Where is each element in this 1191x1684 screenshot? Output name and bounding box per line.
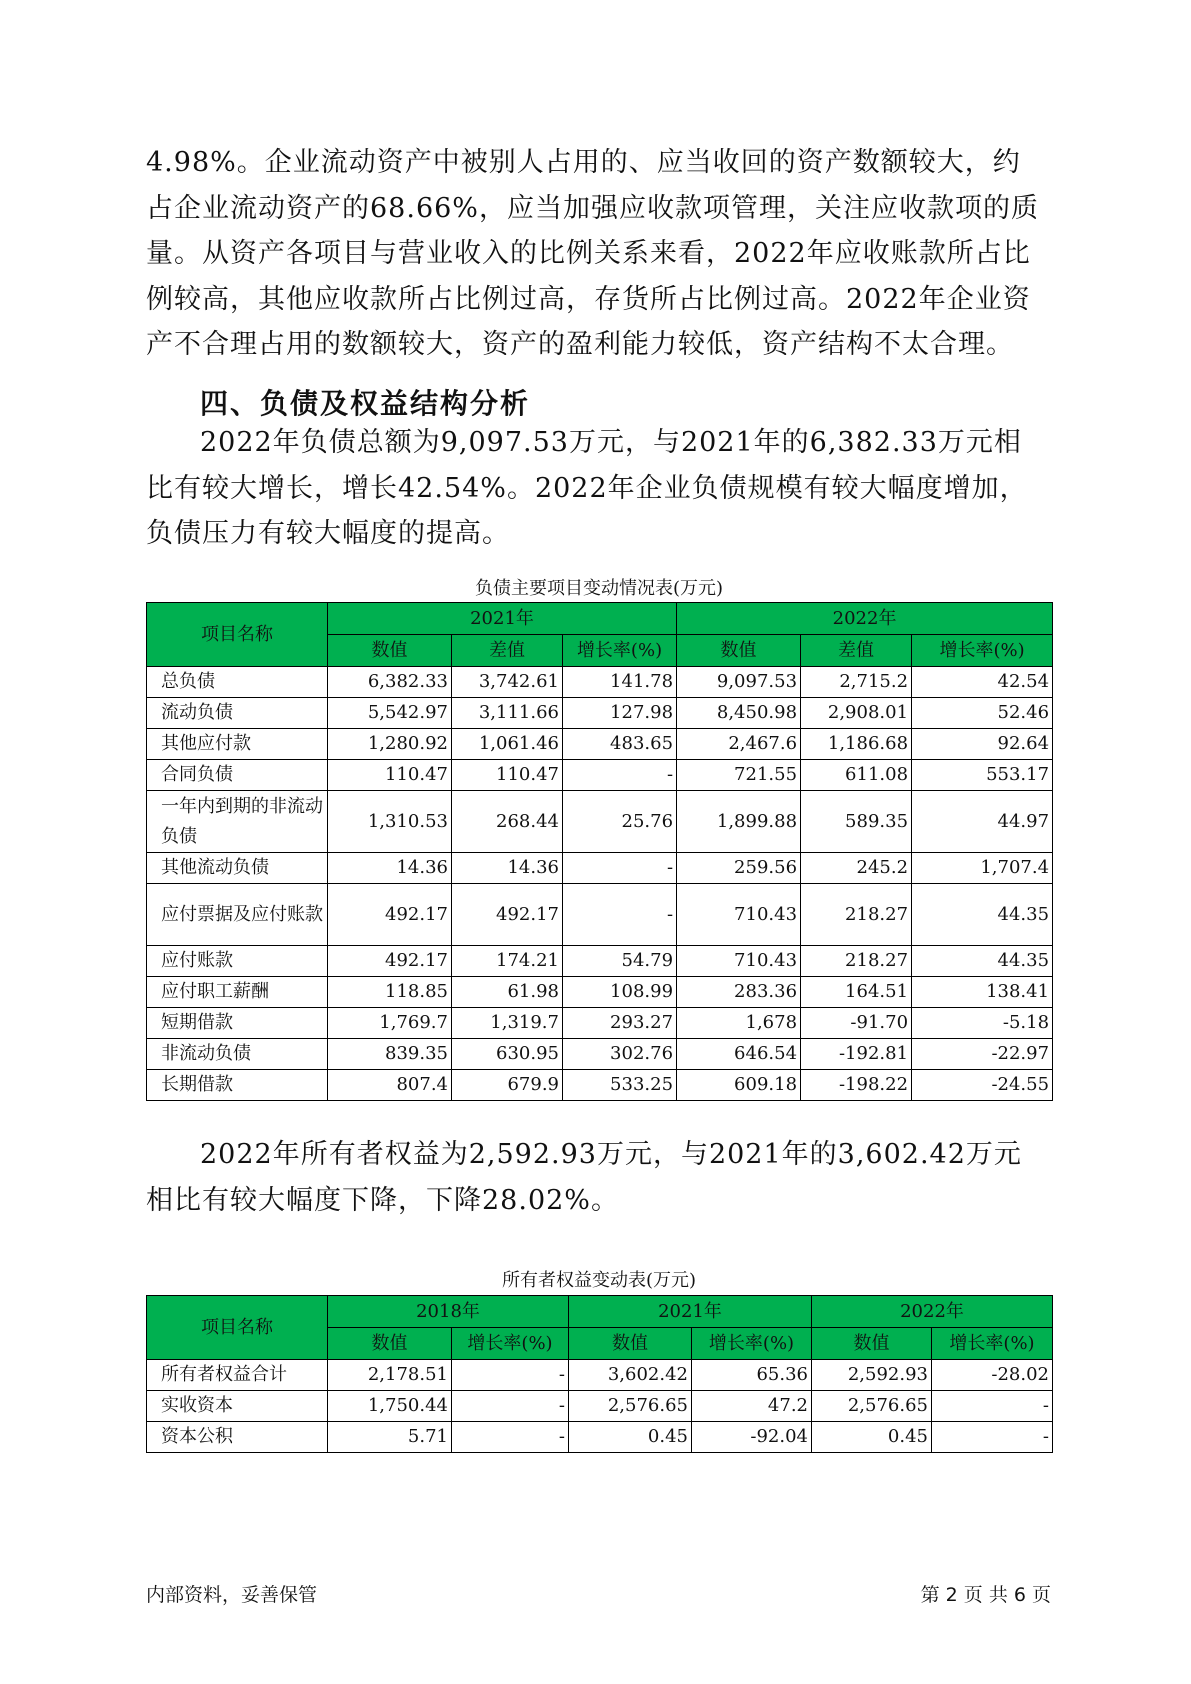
paragraph-liabilities-summary: 2022年负债总额为9,097.53万元，与2021年的6,382.33万元相比有较大增长，增长42.54%。2022年企业负债规模有较大幅度增加，负债压力有较大幅度的提高。 [146,427,1028,549]
table1-sub-header: 数值 [328,635,452,667]
table-cell: 245.2 [801,853,912,884]
table1-name-header: 项目名称 [147,603,328,667]
table-row [147,1391,1053,1422]
table-cell: 110.47 [328,760,452,791]
table-cell: 110.47 [452,760,563,791]
table-cell: 6,382.33 [328,667,452,698]
table-cell: 630.95 [452,1039,563,1070]
row-label: 流动负债 [147,698,328,729]
table-cell: 2,178.51 [328,1360,452,1391]
table-cell: - [452,1391,569,1422]
table-cell: 3,742.61 [452,667,563,698]
table-cell: 2,592.93 [812,1360,932,1391]
table-cell: 483.65 [563,729,677,760]
paragraph-asset-summary: 4.98%。企业流动资产中被别人占用的、应当收回的资产数额较大，约占企业流动资产的68.66%，应当加强应收款项管理，关注应收款项的质量。从资产各项目与营业收入的比例关系来看，2022年应收账款所占比例较高，其他应收款所占比例过高，存货所占比例过高。2022年企业资产不合理占用的数额较大，资产的盈利能力较低，资产结构不太合理。 [146,147,1039,360]
row-label: 所有者权益合计 [147,1360,328,1391]
table1-caption: 负债主要项目变动情况表(万元) [474,578,724,599]
table-cell: 1,319.7 [452,1008,563,1039]
table-row [147,884,1053,946]
table-cell: 553.17 [912,760,1053,791]
table-cell: 2,715.2 [801,667,912,698]
table-cell: - [563,760,677,791]
table-cell: - [452,1360,569,1391]
table2-sub-header: 增长率(%) [452,1328,569,1360]
row-label: 非流动负债 [147,1039,328,1070]
table-cell: 710.43 [677,946,801,977]
table-cell: 5.71 [328,1422,452,1453]
table2-sub-header: 数值 [569,1328,692,1360]
table-cell: 611.08 [801,760,912,791]
table-row [147,1070,1053,1101]
table-cell: 1,899.88 [677,791,801,853]
table-row [147,1008,1053,1039]
table1-sub-header: 增长率(%) [563,635,677,667]
table-cell: -92.04 [692,1422,812,1453]
row-label: 合同负债 [147,760,328,791]
row-label: 一年内到期的非流动负债 [147,791,328,853]
table2-year-header: 2021年 [569,1296,812,1328]
table-cell: 9,097.53 [677,667,801,698]
table-cell: 710.43 [677,884,801,946]
row-label: 应付职工薪酬 [147,977,328,1008]
row-label: 其他流动负债 [147,853,328,884]
table-cell: 492.17 [328,884,452,946]
table-cell: 609.18 [677,1070,801,1101]
row-label: 应付票据及应付账款 [147,884,328,946]
table-cell: 1,280.92 [328,729,452,760]
table-cell: 42.54 [912,667,1053,698]
table-cell: 1,707.4 [912,853,1053,884]
table-cell: - [452,1422,569,1453]
table-cell: 141.78 [563,667,677,698]
table-cell: 3,602.42 [569,1360,692,1391]
section-heading: 四、负债及权益结构分析 [200,387,531,420]
table-cell: 164.51 [801,977,912,1008]
table-cell: 65.36 [692,1360,812,1391]
row-label: 短期借款 [147,1008,328,1039]
table-cell: 2,467.6 [677,729,801,760]
table-cell: 218.27 [801,946,912,977]
table2-sub-header: 增长率(%) [932,1328,1053,1360]
table-cell: 2,576.65 [812,1391,932,1422]
table-cell: 108.99 [563,977,677,1008]
table-cell: 1,678 [677,1008,801,1039]
table1-sub-header: 差值 [801,635,912,667]
table-cell: 293.27 [563,1008,677,1039]
row-label: 总负债 [147,667,328,698]
table-row [147,791,1053,853]
table-cell: 0.45 [569,1422,692,1453]
table2-sub-header: 数值 [328,1328,452,1360]
table2-year-header: 2018年 [328,1296,569,1328]
equity-table [146,1295,1053,1453]
table-cell: 268.44 [452,791,563,853]
table-row [147,946,1053,977]
table-cell: -5.18 [912,1008,1053,1039]
table-row [147,667,1053,698]
table-cell: 47.2 [692,1391,812,1422]
table-cell: 0.45 [812,1422,932,1453]
footer-confidential-note: 内部资料，妥善保管 [146,1584,318,1606]
table-cell: - [563,884,677,946]
table-cell: 1,186.68 [801,729,912,760]
table-cell: 1,310.53 [328,791,452,853]
table-cell: 127.98 [563,698,677,729]
liabilities-table [146,602,1053,1101]
row-label: 实收资本 [147,1391,328,1422]
table-cell: 14.36 [328,853,452,884]
table2-year-header: 2022年 [812,1296,1053,1328]
table-cell: 1,769.7 [328,1008,452,1039]
table2-caption: 所有者权益变动表(万元) [501,1270,697,1291]
table-row [147,1422,1053,1453]
table-cell: -198.22 [801,1070,912,1101]
table1-sub-header: 数值 [677,635,801,667]
table-cell: 3,111.66 [452,698,563,729]
table-row [147,1039,1053,1070]
table-cell: -28.02 [932,1360,1053,1391]
table-cell: 679.9 [452,1070,563,1101]
row-label: 其他应付款 [147,729,328,760]
row-label: 长期借款 [147,1070,328,1101]
table-cell: - [563,853,677,884]
row-label: 应付账款 [147,946,328,977]
table-cell: 839.35 [328,1039,452,1070]
table-cell: 44.97 [912,791,1053,853]
table-row [147,729,1053,760]
table2-sub-header: 增长率(%) [692,1328,812,1360]
table-cell: -91.70 [801,1008,912,1039]
table-cell: - [932,1422,1053,1453]
table-cell: -192.81 [801,1039,912,1070]
table-cell: 54.79 [563,946,677,977]
table-cell: 174.21 [452,946,563,977]
table-cell: 589.35 [801,791,912,853]
table-cell: 807.4 [328,1070,452,1101]
table-cell: 646.54 [677,1039,801,1070]
table-cell: 1,061.46 [452,729,563,760]
table-cell: 2,576.65 [569,1391,692,1422]
table-cell: 2,908.01 [801,698,912,729]
table-cell: 5,542.97 [328,698,452,729]
table-cell: 61.98 [452,977,563,1008]
footer-page-number: 第 2 页 共 6 页 [920,1584,1051,1606]
table-cell: 492.17 [452,884,563,946]
table-cell: 52.46 [912,698,1053,729]
table-cell: 118.85 [328,977,452,1008]
table-cell: 283.36 [677,977,801,1008]
table-cell: 492.17 [328,946,452,977]
table-cell: -24.55 [912,1070,1053,1101]
table-cell: 721.55 [677,760,801,791]
table1-year-header: 2021年 [328,603,677,635]
paragraph-equity-summary: 2022年所有者权益为2,592.93万元，与2021年的3,602.42万元相比有较大幅度下降，下降28.02%。 [146,1139,1022,1216]
table-cell: 218.27 [801,884,912,946]
table2-sub-header: 数值 [812,1328,932,1360]
table-row [147,977,1053,1008]
table1-year-header: 2022年 [677,603,1053,635]
table2-name-header: 项目名称 [147,1296,328,1360]
table-cell: 302.76 [563,1039,677,1070]
table-cell: 1,750.44 [328,1391,452,1422]
table-cell: 14.36 [452,853,563,884]
table-cell: -22.97 [912,1039,1053,1070]
table-cell: - [932,1391,1053,1422]
table-cell: 138.41 [912,977,1053,1008]
table-cell: 8,450.98 [677,698,801,729]
table-cell: 25.76 [563,791,677,853]
table1-sub-header: 增长率(%) [912,635,1053,667]
table1-sub-header: 差值 [452,635,563,667]
table-row [147,698,1053,729]
table-cell: 44.35 [912,946,1053,977]
table-cell: 92.64 [912,729,1053,760]
table-cell: 44.35 [912,884,1053,946]
table-row [147,1360,1053,1391]
table-cell: 533.25 [563,1070,677,1101]
table-cell: 259.56 [677,853,801,884]
row-label: 资本公积 [147,1422,328,1453]
table-row [147,853,1053,884]
table-row [147,760,1053,791]
